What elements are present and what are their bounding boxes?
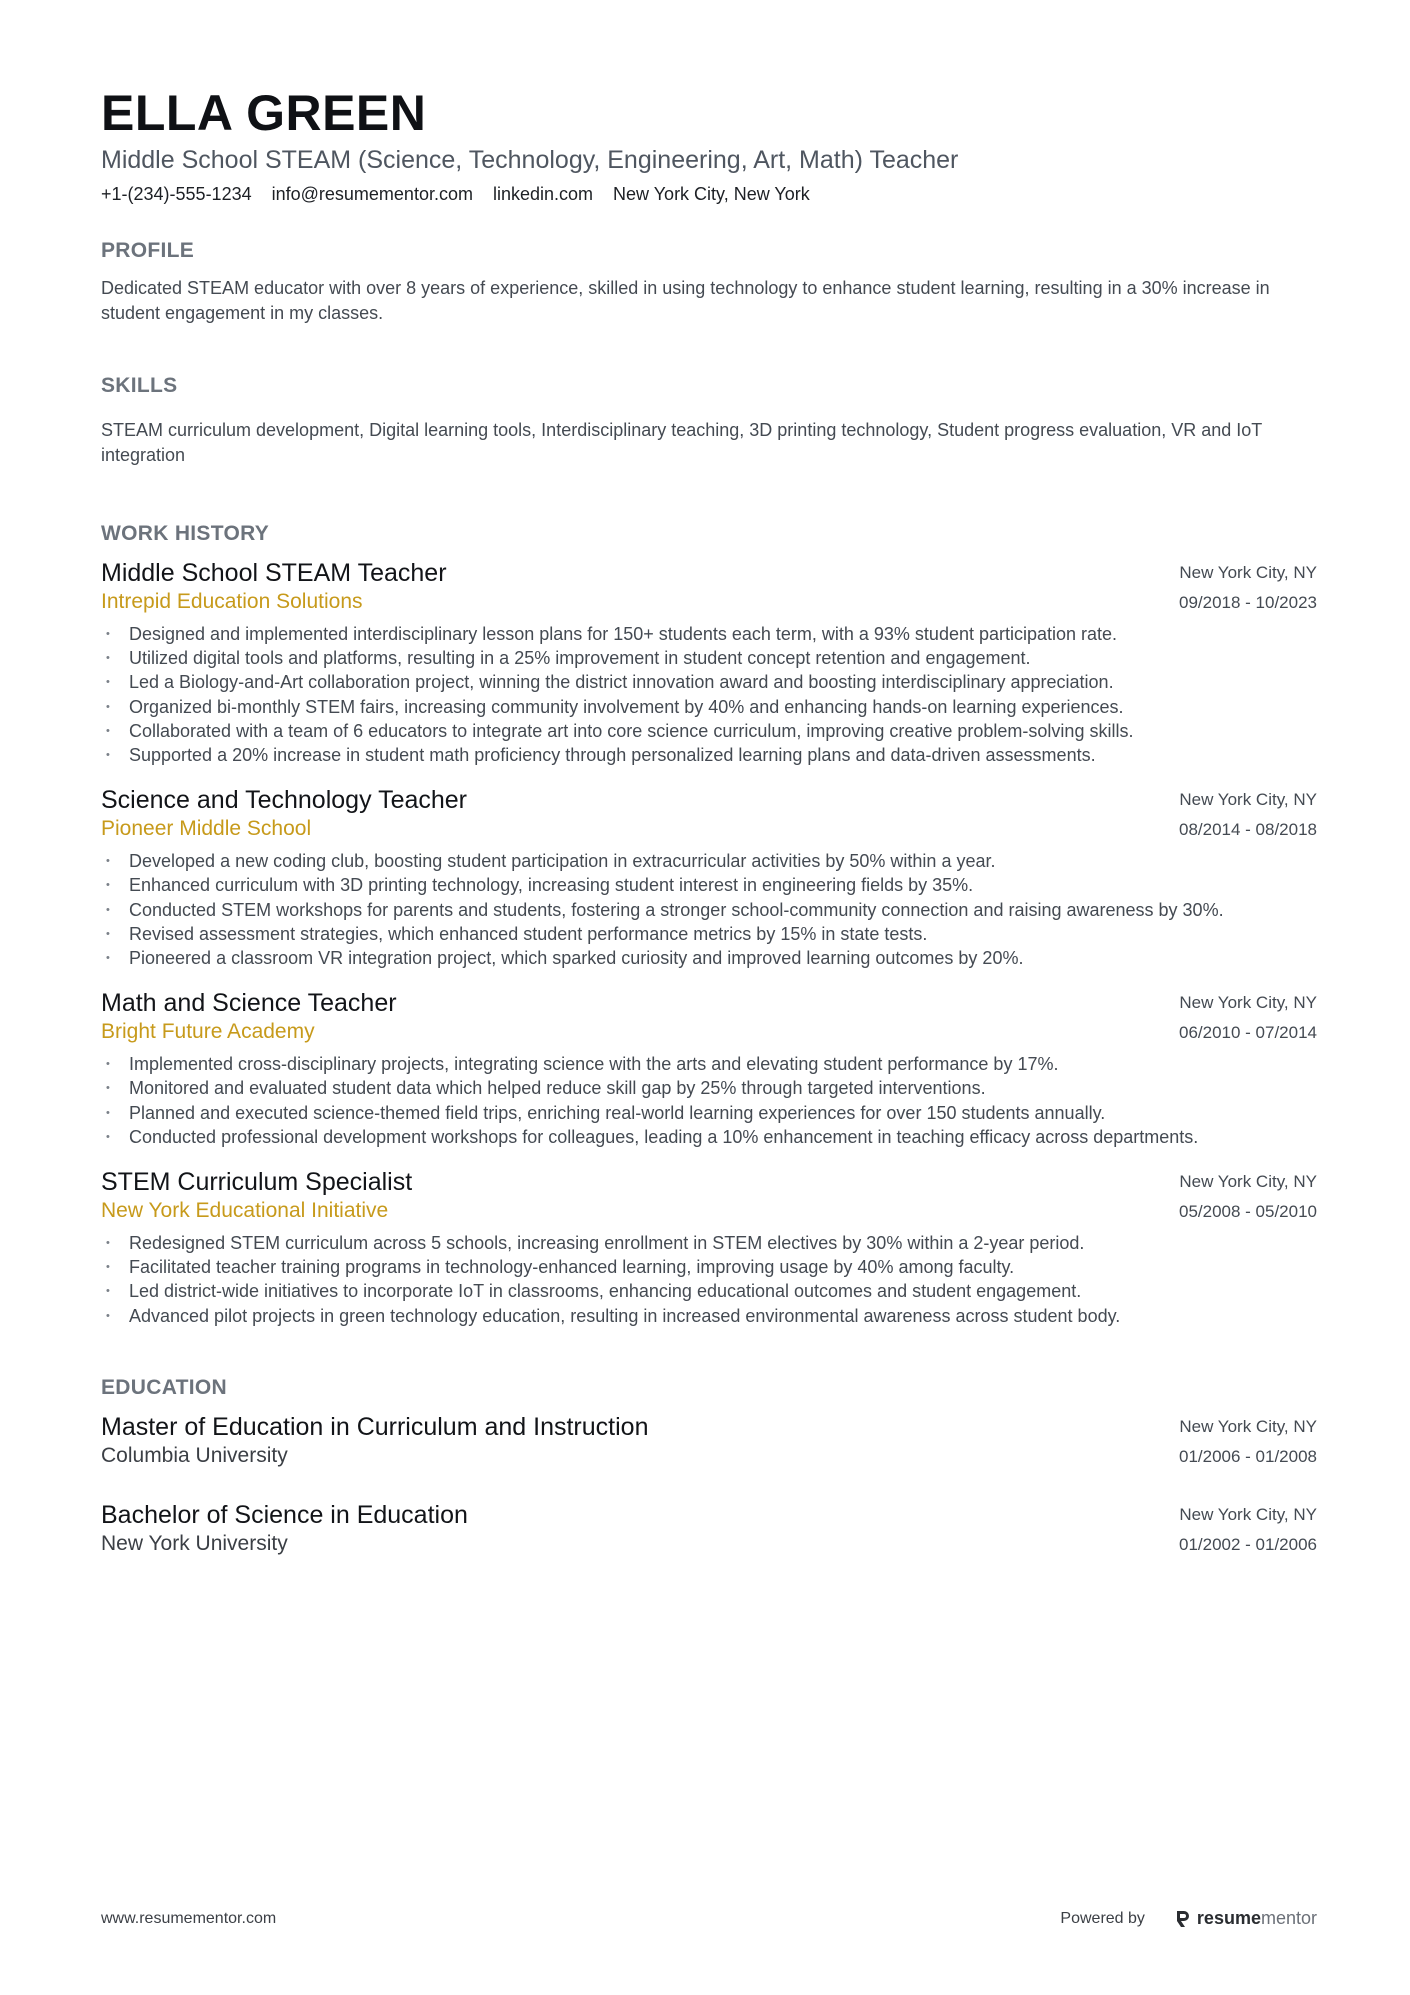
job-dates: 05/2008 - 05/2010 — [1178, 1202, 1317, 1222]
education-entry — [101, 1500, 1317, 1560]
education-dates: 01/2002 - 01/2006 — [1178, 1534, 1317, 1554]
brand-light: mentor — [1260, 1908, 1317, 1928]
job-bullets — [101, 1052, 1317, 1149]
job-entry — [101, 785, 1317, 970]
job-bullet: • Designed and implemented interdisciplinary lesson plans for 150+ students each term, with a 93% student participation rate. — [101, 622, 1317, 646]
education-degree: Master of Education in Curriculum and Instruction — [101, 1412, 649, 1441]
job-bullets — [101, 1231, 1317, 1328]
contact-line — [101, 182, 1317, 206]
job-bullet: • Organized bi-monthly STEM fairs, increasing community involvement by 40% and enhancing hands-on learning experiences. — [101, 695, 1317, 719]
job-bullet: • Conducted STEM workshops for parents and students, fostering a stronger school-community connection and raising awareness by 30%. — [101, 898, 1317, 922]
job-bullets — [101, 849, 1317, 970]
candidate-title: Middle School STEAM (Science, Technology, Engineering, Art, Math) Teacher — [101, 146, 959, 174]
job-location: New York City, NY — [1179, 790, 1317, 810]
profile-section — [101, 237, 1317, 325]
job-bullet: • Revised assessment strategies, which enhanced student performance metrics by 15% in state tests. — [101, 922, 1317, 946]
job-dates: 08/2014 - 08/2018 — [1178, 820, 1317, 840]
education-location: New York City, NY — [1179, 1416, 1317, 1436]
job-bullet: • Collaborated with a team of 6 educators to integrate art into core science curriculum, improving creative problem-solving skills. — [101, 719, 1317, 743]
education-dates: 01/2006 - 01/2008 — [1178, 1446, 1317, 1466]
job-company: Bright Future Academy — [101, 1020, 315, 1044]
job-bullet: • Redesigned STEM curriculum across 5 schools, increasing enrollment in STEM electives by 30% within a 2-year period. — [101, 1231, 1317, 1255]
candidate-name: ELLA GREEN — [101, 85, 427, 141]
job-bullet: • Led a Biology-and-Art collaboration project, winning the district innovation award and boosting interdisciplinary appreciation. — [101, 670, 1317, 694]
contact-location: New York City, New York — [613, 184, 810, 204]
job-bullet: • Conducted professional development workshops for colleagues, leading a 10% enhancement in teaching efficacy across departments. — [101, 1125, 1317, 1149]
job-bullet: • Pioneered a classroom VR integration project, which sparked curiosity and improved learning outcomes by 20%. — [101, 946, 1317, 970]
job-location: New York City, NY — [1179, 563, 1317, 582]
page-footer — [101, 1908, 1317, 1929]
job-title: Middle School STEAM Teacher — [101, 559, 447, 587]
resumementor-logo-icon — [1175, 1909, 1191, 1929]
job-title: STEM Curriculum Specialist — [101, 1168, 413, 1197]
job-dates: 09/2018 - 10/2023 — [1178, 593, 1317, 612]
profile-heading: PROFILE — [101, 239, 195, 262]
powered-by-label: Powered by — [1060, 1909, 1145, 1927]
contact-email[interactable]: info@resumementor.com — [271, 184, 473, 204]
education-heading: EDUCATION — [101, 1375, 227, 1399]
resume-page — [101, 84, 1317, 1560]
job-title: Science and Technology Teacher — [101, 786, 468, 815]
job-title: Math and Science Teacher — [101, 989, 397, 1018]
contact-linkedin[interactable]: linkedin.com — [492, 184, 594, 204]
job-bullet: • Led district-wide initiatives to incorporate IoT in classrooms, enhancing educational outcomes and student engagement. — [101, 1279, 1317, 1303]
profile-text: Dedicated STEAM educator with over 8 years of experience, skilled in using technology to enhance student learning, resulting in a 30% increase in student engagement in my classes. — [101, 278, 1270, 323]
resumementor-logo[interactable] — [1175, 1908, 1317, 1929]
job-entry — [101, 988, 1317, 1149]
skills-section — [101, 372, 1317, 467]
job-bullet: • Implemented cross-disciplinary projects, integrating science with the arts and elevating student performance by 17%. — [101, 1052, 1317, 1076]
job-bullet: • Facilitated teacher training programs in technology-enhanced learning, improving usage by 40% among faculty. — [101, 1255, 1317, 1279]
job-company: New York Educational Initiative — [101, 1199, 389, 1223]
footer-website-link[interactable]: www.resumementor.com — [101, 1909, 277, 1927]
job-dates: 06/2010 - 07/2014 — [1178, 1023, 1317, 1043]
job-bullet: • Monitored and evaluated student data which helped reduce skill gap by 25% through targeted interventions. — [101, 1076, 1317, 1100]
education-entry — [101, 1412, 1317, 1472]
skills-text: STEAM curriculum development, Digital learning tools, Interdisciplinary teaching, 3D printing technology, Student progress evaluation, VR and IoT integration — [101, 420, 1262, 465]
contact-phone[interactable]: +1-(234)-555-1234 — [101, 184, 252, 204]
brand-bold: resume — [1196, 1908, 1261, 1928]
job-entry — [101, 1167, 1317, 1328]
education-school: New York University — [101, 1531, 288, 1555]
job-bullet: • Developed a new coding club, boosting student participation in extracurricular activities by 50% within a year. — [101, 849, 1317, 873]
education-school: Columbia University — [101, 1443, 288, 1467]
work-history-heading: WORK HISTORY — [101, 522, 270, 545]
job-entry — [101, 558, 1317, 767]
job-company: Intrepid Education Solutions — [101, 590, 363, 613]
job-bullets — [101, 622, 1317, 767]
education-section — [101, 1374, 1317, 1560]
job-bullet: • Advanced pilot projects in green technology education, resulting in increased environmental awareness across student body. — [101, 1304, 1317, 1328]
job-bullet: • Planned and executed science-themed field trips, enriching real-world learning experiences for over 150 students annually. — [101, 1101, 1317, 1125]
job-bullet: • Supported a 20% increase in student math proficiency through personalized learning plans and data-driven assessments. — [101, 743, 1317, 767]
job-bullet: • Enhanced curriculum with 3D printing technology, increasing student interest in engineering fields by 35%. — [101, 873, 1317, 897]
job-location: New York City, NY — [1179, 993, 1317, 1013]
job-bullet: • Utilized digital tools and platforms, resulting in a 25% improvement in student concept retention and engagement. — [101, 646, 1317, 670]
work-history-section — [101, 520, 1317, 1328]
education-degree: Bachelor of Science in Education — [101, 1500, 468, 1529]
education-location: New York City, NY — [1179, 1504, 1317, 1524]
job-company: Pioneer Middle School — [101, 817, 312, 841]
skills-heading: SKILLS — [101, 374, 178, 397]
job-location: New York City, NY — [1179, 1172, 1317, 1192]
powered-by — [1060, 1908, 1317, 1929]
